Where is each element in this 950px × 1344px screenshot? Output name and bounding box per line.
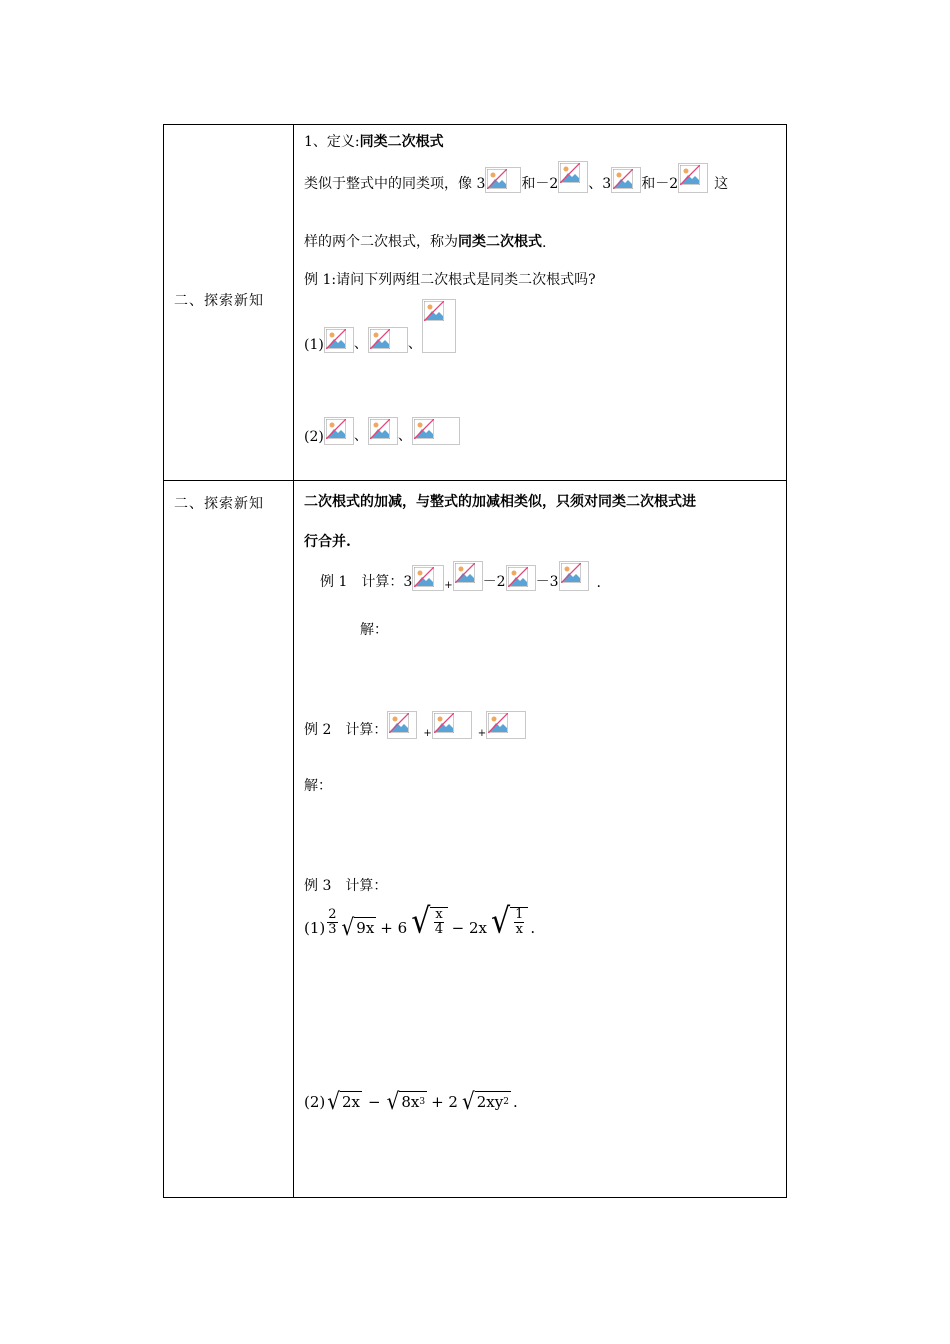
image-placeholder-icon <box>412 417 460 445</box>
image-placeholder-icon <box>324 417 354 445</box>
example-3-part-1 <box>304 901 536 942</box>
section-label: 二、探索新知 <box>174 293 264 309</box>
text: . <box>530 919 536 937</box>
radicand: 8x <box>401 1092 420 1111</box>
text: . <box>512 1093 518 1111</box>
fraction <box>327 908 337 937</box>
image-placeholder-icon <box>486 711 526 739</box>
text: 类似于整式中的同类项，像 3 <box>304 176 486 192</box>
image-placeholder-icon <box>387 711 417 739</box>
text: 、3 <box>588 176 612 192</box>
image-placeholder-icon <box>422 299 456 353</box>
section-label-cell <box>164 125 294 481</box>
denominator: 4 <box>434 922 444 937</box>
text: − <box>368 1093 381 1111</box>
image-placeholder-icon <box>506 565 536 591</box>
text: − 2x <box>451 919 487 937</box>
numerator: 2 <box>328 907 337 922</box>
definition-term: 同类二次根式 <box>359 134 444 150</box>
example-label: 例 1 计算：3 <box>320 574 413 590</box>
radical: √ $\frac{x}{4}$ <box>411 907 447 937</box>
example-3-part-2 <box>304 1087 518 1115</box>
image-placeholder-icon <box>324 327 354 353</box>
plus-sign: + <box>477 728 487 739</box>
text: 和－2 <box>641 176 679 192</box>
numerator: 1 <box>515 907 524 922</box>
item-label: (1) <box>304 919 326 937</box>
rule-line-2: 行合并. <box>304 534 351 550</box>
image-placeholder-icon <box>611 167 641 193</box>
text: 和－2 <box>521 176 559 192</box>
text: + 2 <box>431 1093 458 1111</box>
radical: √ 8x 3 <box>386 1087 426 1115</box>
section-label: 二、探索新知 <box>174 496 264 512</box>
image-placeholder-icon <box>558 161 588 193</box>
text: + 6 <box>380 919 408 937</box>
content-cell <box>294 125 787 481</box>
denominator: 3 <box>328 922 337 937</box>
definition-continuation-line <box>304 231 546 251</box>
image-placeholder-icon <box>485 167 521 193</box>
numerator: x <box>435 907 443 922</box>
exponent: 3 <box>419 1096 426 1107</box>
table-row <box>164 481 787 1198</box>
separator: 、 <box>353 336 368 352</box>
radical: √ 9x <box>341 913 375 941</box>
image-placeholder-icon <box>368 327 408 353</box>
example-label: 例 2 计算： <box>304 722 388 738</box>
example-1-item-2 <box>304 417 460 445</box>
example-3-title: 例 3 计算： <box>304 878 388 894</box>
definition-prefix: 1、定义: <box>304 134 360 150</box>
radicand: 2xy <box>476 1092 504 1111</box>
table-row <box>164 125 787 481</box>
definition-term: 同类二次根式 <box>458 234 542 250</box>
radical: √ $\frac{1}{x}$ <box>491 907 528 937</box>
item-label: (1) <box>304 337 324 353</box>
item-label: (2) <box>304 429 324 445</box>
radical: √ 2xy 2 <box>461 1087 509 1115</box>
exponent: 2 <box>503 1096 509 1107</box>
image-placeholder-icon <box>432 711 472 739</box>
plus-sign: + <box>423 728 432 739</box>
solution-label-2: 解： <box>304 778 332 794</box>
image-placeholder-icon <box>678 163 708 193</box>
image-placeholder-icon <box>412 565 444 591</box>
definition-line <box>304 131 444 151</box>
text: . <box>542 235 547 251</box>
text: －3 <box>535 574 559 590</box>
text: －2 <box>482 574 506 590</box>
example-1-calc <box>320 561 601 591</box>
plus-sign: + <box>444 580 453 591</box>
example-1-item-1 <box>304 299 456 353</box>
content-cell <box>294 481 787 1198</box>
text: 这 <box>714 176 729 192</box>
image-placeholder-icon <box>559 561 589 591</box>
radicand: 2x <box>342 1092 361 1111</box>
image-placeholder-icon <box>453 561 483 591</box>
example-1-question: 例 1:请问下列两组二次根式是同类二次根式吗? <box>304 272 596 288</box>
text: . <box>596 575 601 591</box>
image-placeholder-icon <box>368 417 398 445</box>
section-label-cell <box>164 481 294 1198</box>
example-2-calc <box>304 711 526 739</box>
separator: 、 <box>407 336 422 352</box>
radicand: 9x <box>356 918 375 937</box>
lesson-table <box>163 124 787 1198</box>
radical: √ 2x <box>327 1087 361 1115</box>
separator: 、 <box>353 428 368 444</box>
definition-example-line <box>304 161 728 193</box>
denominator: x <box>515 922 523 937</box>
separator: 、 <box>397 428 412 444</box>
rule-line-1: 二次根式的加减，与整式的加减相类似，只须对同类二次根式进 <box>304 494 696 510</box>
item-label: (2) <box>304 1093 326 1111</box>
text: 样的两个二次根式，称为 <box>304 234 458 250</box>
text: 解： <box>360 622 388 638</box>
